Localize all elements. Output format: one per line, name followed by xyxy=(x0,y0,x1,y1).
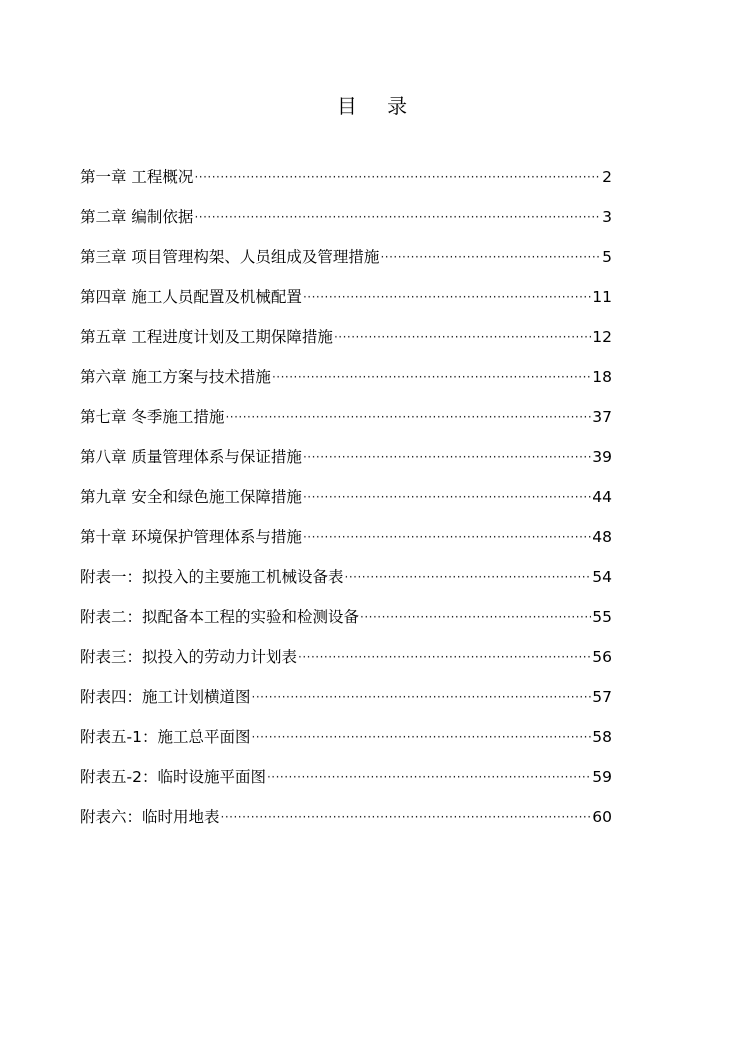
toc-entry-page: 54 xyxy=(592,568,612,586)
toc-entry-page: 55 xyxy=(592,608,612,626)
toc-dot-leader xyxy=(194,204,601,230)
toc-entry-chapter-7[interactable] xyxy=(80,404,612,444)
toc-entry-page: 5 xyxy=(602,248,612,266)
toc-entry-page: 58 xyxy=(592,728,612,746)
toc-entry-label: 附表一：拟投入的主要施工机械设备表 xyxy=(80,568,344,586)
toc-entry-page: 48 xyxy=(592,528,612,546)
toc-list xyxy=(80,164,612,844)
toc-dot-leader xyxy=(303,444,591,470)
toc-entry-appendix-1[interactable] xyxy=(80,564,612,604)
toc-entry-page: 2 xyxy=(602,168,612,186)
toc-entry-label: 附表三：拟投入的劳动力计划表 xyxy=(80,648,298,666)
toc-entry-chapter-5[interactable] xyxy=(80,324,612,364)
toc-entry-appendix-4[interactable] xyxy=(80,684,612,724)
toc-entry-label: 附表六：临时用地表 xyxy=(80,808,220,826)
toc-entry-appendix-6[interactable] xyxy=(80,804,612,844)
toc-dot-leader xyxy=(334,324,591,350)
toc-dot-leader xyxy=(251,724,591,750)
toc-entry-page: 57 xyxy=(592,688,612,706)
toc-entry-label: 第三章 项目管理构架、人员组成及管理措施 xyxy=(80,248,380,266)
toc-entry-page: 12 xyxy=(592,328,612,346)
toc-dot-leader xyxy=(267,764,591,790)
toc-entry-page: 59 xyxy=(592,768,612,786)
toc-entry-appendix-3[interactable] xyxy=(80,644,612,684)
toc-dot-leader xyxy=(298,644,591,670)
toc-entry-chapter-8[interactable] xyxy=(80,444,612,484)
toc-entry-page: 56 xyxy=(592,648,612,666)
toc-entry-chapter-6[interactable] xyxy=(80,364,612,404)
toc-dot-leader xyxy=(303,484,591,510)
toc-entry-page: 37 xyxy=(592,408,612,426)
toc-entry-chapter-1[interactable] xyxy=(80,164,612,204)
toc-entry-appendix-2[interactable] xyxy=(80,604,612,644)
toc-entry-appendix-5-1[interactable] xyxy=(80,724,612,764)
toc-entry-label: 第四章 施工人员配置及机械配置 xyxy=(80,288,302,306)
toc-entry-label: 第八章 质量管理体系与保证措施 xyxy=(80,448,302,466)
toc-title: 目 录 xyxy=(336,94,420,118)
toc-dot-leader xyxy=(225,404,591,430)
toc-entry-label: 附表五-2：临时设施平面图 xyxy=(80,768,266,786)
toc-entry-label: 第七章 冬季施工措施 xyxy=(80,408,225,426)
toc-entry-label: 附表四：施工计划横道图 xyxy=(80,688,251,706)
toc-entry-page: 3 xyxy=(602,208,612,226)
toc-entry-label: 第六章 施工方案与技术措施 xyxy=(80,368,271,386)
toc-dot-leader xyxy=(345,564,592,590)
toc-entry-chapter-10[interactable] xyxy=(80,524,612,564)
toc-dot-leader xyxy=(221,804,592,830)
toc-entry-label: 第一章 工程概况 xyxy=(80,168,194,186)
toc-entry-appendix-5-2[interactable] xyxy=(80,764,612,804)
toc-entry-page: 11 xyxy=(592,288,612,306)
toc-entry-page: 60 xyxy=(592,808,612,826)
toc-entry-label: 第九章 安全和绿色施工保障措施 xyxy=(80,488,302,506)
toc-dot-leader xyxy=(360,604,591,630)
toc-entry-chapter-4[interactable] xyxy=(80,284,612,324)
toc-dot-leader xyxy=(194,164,601,190)
toc-entry-label: 第五章 工程进度计划及工期保障措施 xyxy=(80,328,333,346)
toc-dot-leader xyxy=(252,684,592,710)
toc-dot-leader xyxy=(380,244,601,270)
toc-entry-label: 第二章 编制依据 xyxy=(80,208,194,226)
toc-entry-label: 附表二：拟配备本工程的实验和检测设备 xyxy=(80,608,360,626)
toc-entry-chapter-3[interactable] xyxy=(80,244,612,284)
toc-entry-chapter-2[interactable] xyxy=(80,204,612,244)
toc-entry-label: 第十章 环境保护管理体系与措施 xyxy=(80,528,302,546)
toc-dot-leader xyxy=(272,364,591,390)
toc-entry-page: 39 xyxy=(592,448,612,466)
toc-dot-leader xyxy=(303,524,591,550)
toc-entry-label: 附表五-1：施工总平面图 xyxy=(80,728,251,746)
toc-entry-chapter-9[interactable] xyxy=(80,484,612,524)
toc-dot-leader xyxy=(303,284,591,310)
toc-entry-page: 18 xyxy=(592,368,612,386)
toc-entry-page: 44 xyxy=(592,488,612,506)
